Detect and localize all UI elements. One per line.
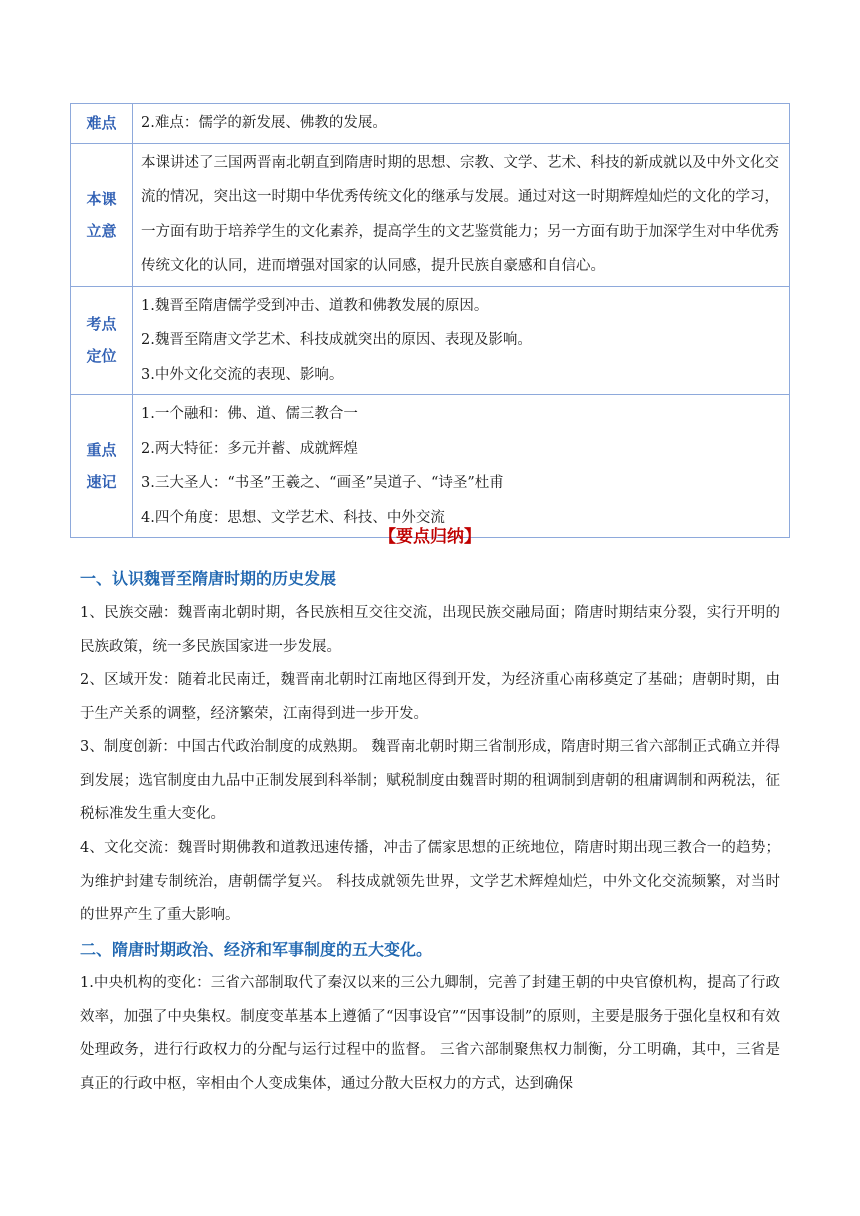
paragraph: 2、区域开发：随着北民南迁，魏晋南北朝时江南地区得到开发，为经济重心南移奠定了基础；唐朝时期，由于生产关系的调整，经济繁荣，江南得到进一步开发。 [80,672,780,722]
row-label-line: 速记 [86,473,117,491]
row-content [133,286,790,395]
table-row-difficulty [71,104,790,144]
row-label [71,286,133,395]
row-label-line: 考点 [86,315,117,334]
row-label-line: 重点 [86,441,117,459]
paragraph: 4、文化交流：魏晋时期佛教和道教迅速传播，冲击了儒家思想的正统地位，隋唐时期出现三教合一的趋势；为维护封建专制统治，唐朝儒学复兴。 科技成就领先世界，文学艺术辉煌灿烂，中外文化交流频繁，对当时的世界产生了重大影响。 [80,840,780,923]
row-content [133,104,790,144]
section-title-2: 二、隋唐时期政治、经济和军事制度的五大变化。 [80,940,433,959]
row-content [133,143,790,286]
content-line: 3.中外文化交流的表现、影响。 [141,366,344,383]
row-label [71,395,133,538]
row-label [71,143,133,286]
key-points-heading: 【要点归纳】 [379,527,481,547]
table-row-purpose [71,143,790,286]
paragraph: 1.中央机构的变化：三省六部制取代了秦汉以来的三公九卿制，完善了封建王朝的中央官僚机构，提高了行政效率，加强了中央集权。制度变革基本上遵循了“因事设官”“因事设制”的原则，主要是服务于强化皇权和有效处理政务，进行行政权力的分配与运行过程中的监督。 三省六部制聚焦权力制衡，分工明确，其中，三省是真正的行政中枢，宰相由个人变成集体，通过分散大臣权力的方式，达到确保 [80,975,780,1092]
section-title-1: 一、认识魏晋至隋唐时期的历史发展 [80,569,337,588]
row-label-line: 定位 [86,347,117,366]
content-line: 2.两大特征：多元并蓄、成就辉煌 [141,440,358,457]
content-line: 3.三大圣人：“书圣”王羲之、“画圣”吴道子、“诗圣”杜甫 [141,475,504,491]
table-row-exam-points [71,286,790,395]
row-label-line: 本课 [86,189,117,208]
content-line: 1.一个融和：佛、道、儒三教合一 [141,406,358,422]
content-line: 4.四个角度：思想、文学艺术、科技、中外交流 [141,509,445,526]
row-label-line: 难点 [86,114,117,133]
table-row-key-memory [71,395,790,538]
paragraph: 1、民族交融：魏晋南北朝时期，各民族相互交往交流，出现民族交融局面；隋唐时期结束分裂，实行开明的民族政策，统一多民族国家进一步发展。 [80,605,780,655]
content-line: 1.魏晋至隋唐儒学受到冲击、道教和佛教发展的原因。 [141,297,489,314]
paragraph: 3、制度创新：中国古代政治制度的成熟期。 魏晋南北朝时期三省制形成，隋唐时期三省六部制正式确立并得到发展；选官制度由九品中正制发展到科举制；赋税制度由魏晋时期的租调制到唐朝的租庸调制和两税法，征税标准发生重大变化。 [80,739,780,822]
content-line: 2.难点：儒学的新发展、佛教的发展。 [141,115,387,131]
content-line: 本课讲述了三国两晋南北朝直到隋唐时期的思想、宗教、文学、艺术、科技的新成就以及中外文化交流的情况，突出这一时期中华优秀传统文化的继承与发展。通过对这一时期辉煌灿烂的文化的学习，一方面有助于培养学生的文化素养，提高学生的文艺鉴赏能力；另一方面有助于加深学生对中华优秀传统文化的认同，进而增强对国家的认同感，提升民族自豪感和自信心。 [141,154,779,274]
lesson-info-table [70,103,790,538]
row-label-line: 立意 [86,221,117,240]
content-line: 2.魏晋至隋唐文学艺术、科技成就突出的原因、表现及影响。 [141,332,532,348]
row-content [133,395,790,538]
row-label [71,104,133,144]
